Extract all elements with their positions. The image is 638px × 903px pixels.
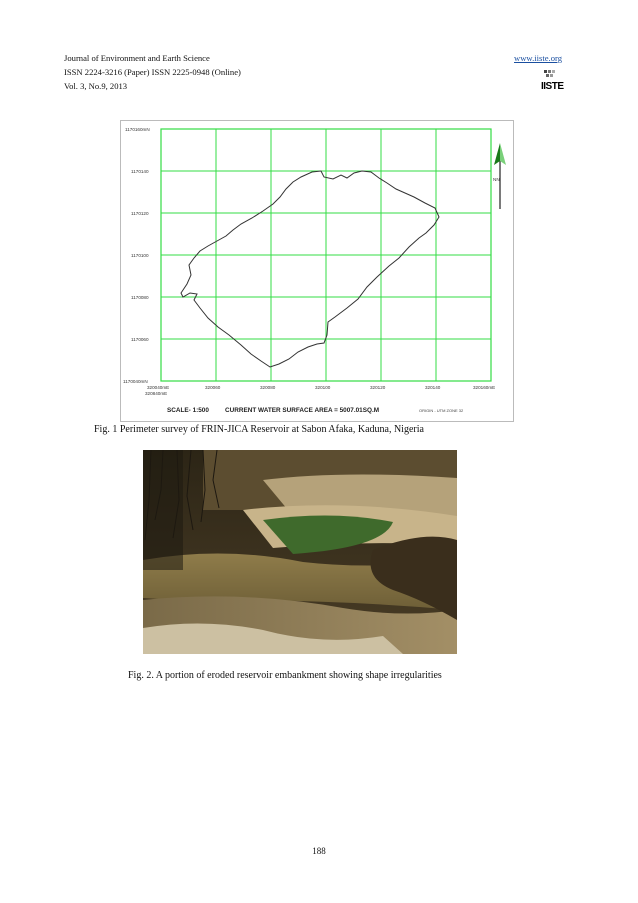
eroded-embankment-photo [143, 450, 457, 654]
x-tick-label: 320140 [425, 385, 441, 390]
north-arrow-icon [494, 143, 506, 209]
figure-2-photo [143, 450, 457, 654]
volume-line: Vol. 3, No.9, 2013 [64, 81, 128, 91]
scale-text: SCALE- 1:500 [167, 407, 209, 414]
running-header [64, 53, 241, 95]
iiste-logo [541, 70, 565, 92]
reservoir-perimeter-outline [181, 171, 439, 367]
logo-text: IISTE [541, 81, 564, 92]
page-number: 188 [312, 846, 326, 856]
figure-1-caption: Fig. 1 Perimeter survey of FRIN-JICA Reservoir at Sabon Afaka, Kaduna, Nigeria [94, 424, 424, 435]
y-tick-label: 1170100 [131, 253, 149, 258]
surface-area-text: CURRENT WATER SURFACE AREA = 5007.01SQ.M [225, 407, 380, 414]
y-tick-label: 1170080 [131, 295, 149, 300]
x-tick-label: 320060 [205, 385, 221, 390]
issn-line: ISSN 2224-3216 (Paper) ISSN 2225-0948 (Online) [64, 67, 241, 77]
map-grid [161, 129, 491, 381]
x-tick-label: 320120 [370, 385, 386, 390]
origin-text: ORIGIN - UTM ZONE 32 [419, 408, 464, 413]
y-tick-label: 1170160mN [125, 127, 150, 132]
figure-2-caption: Fig. 2. A portion of eroded reservoir embankment showing shape irregularities [128, 670, 442, 681]
figure-1-perimeter-map [120, 120, 514, 422]
y-tick-label: 1170040mN [123, 379, 148, 384]
journal-url-link[interactable]: www.iiste.org [514, 53, 562, 63]
x-tick-label: 320160mE [473, 385, 496, 390]
logo-mark-icon [544, 70, 556, 78]
x-tick-label: 320040mE [147, 385, 170, 390]
perimeter-map-svg [121, 121, 513, 421]
journal-name: Journal of Environment and Earth Science [64, 53, 210, 63]
y-tick-label: 1170120 [131, 211, 149, 216]
y-tick-label: 1170140 [131, 169, 149, 174]
y-tick-label: 1170060 [131, 337, 149, 342]
north-label: NN [493, 177, 500, 182]
x-tick-label: 320100 [315, 385, 331, 390]
x-tick-label: 320840mE [145, 391, 168, 396]
x-tick-label: 320080 [260, 385, 276, 390]
